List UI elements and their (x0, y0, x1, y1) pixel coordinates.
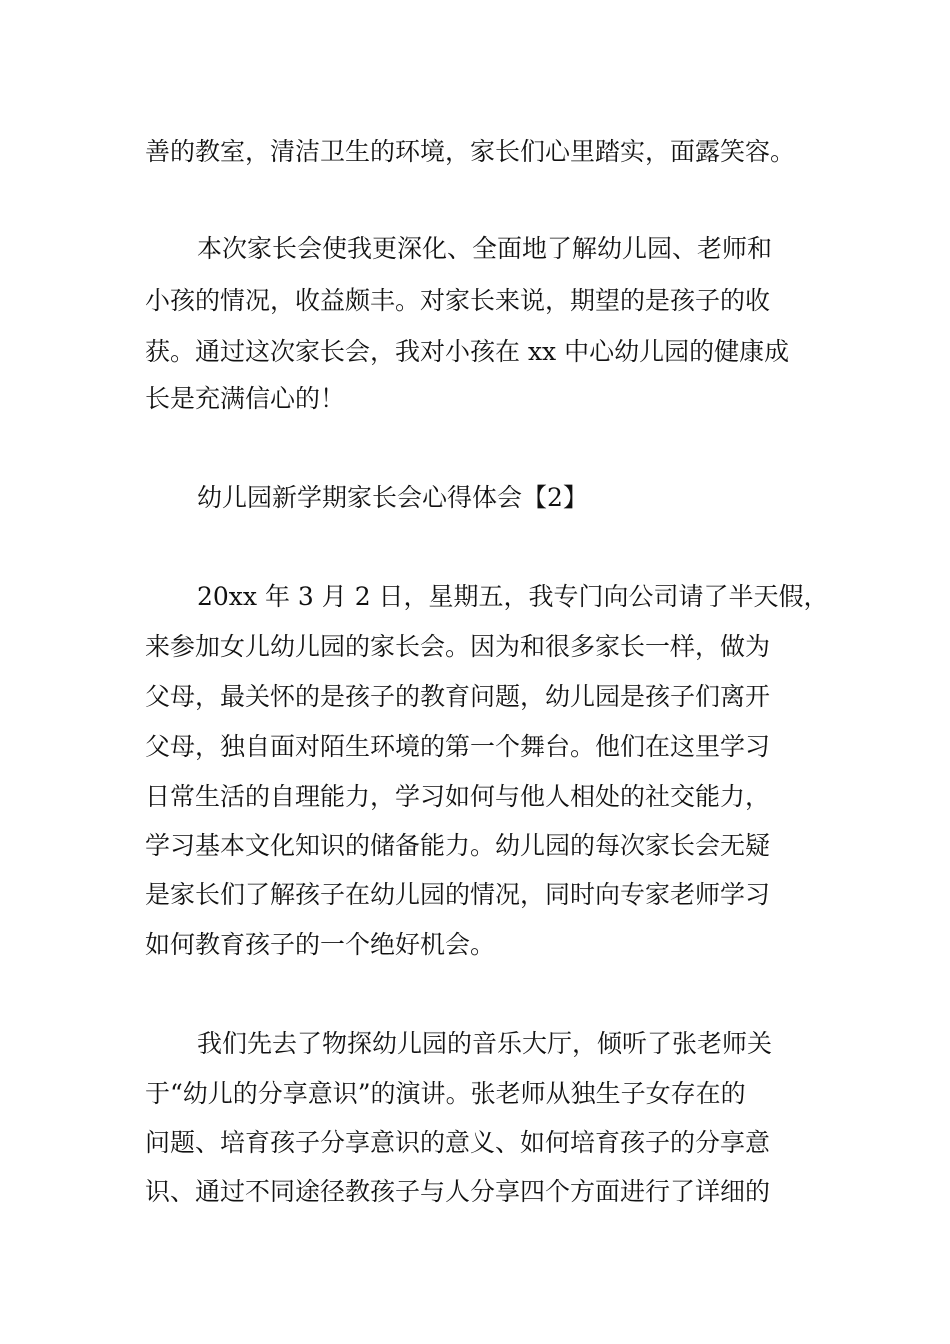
section-heading: 幼儿园新学期家长会心得体会【2】 (197, 483, 588, 512)
paragraph-line: 善的教室，清洁卫生的环境，家长们心里踏实，面露笑容。 (145, 137, 796, 166)
paragraph-line: 父母，最关怀的是孩子的教育问题，幼儿园是孩子们离开 (145, 682, 771, 711)
paragraph-line: 小孩的情况，收益颇丰。对家长来说，期望的是孩子的收 (145, 286, 771, 315)
paragraph-line: 是家长们了解孩子在幼儿园的情况，同时向专家老师学习 (145, 880, 771, 909)
paragraph-line: 父母，独自面对陌生环境的第一个舞台。他们在这里学习 (145, 732, 771, 761)
paragraph-line: 获。通过这次家长会，我对小孩在 xx 中心幼儿园的健康成 (145, 337, 790, 366)
paragraph-line: 学习基本文化知识的储备能力。幼儿园的每次家长会无疑 (145, 831, 771, 860)
paragraph-line: 我们先去了物探幼儿园的音乐大厅，倾听了张老师关 (197, 1029, 773, 1058)
paragraph-line: 于“幼儿的分享意识”的演讲。张老师从独生子女存在的 (145, 1079, 746, 1108)
paragraph-line: 日常生活的自理能力，学习如何与他人相处的社交能力， (145, 782, 771, 811)
paragraph-line: 识、通过不同途径教孩子与人分享四个方面进行了详细的 (145, 1177, 771, 1206)
paragraph-line: 本次家长会使我更深化、全面地了解幼儿园、老师和 (197, 234, 773, 263)
paragraph-line: 来参加女儿幼儿园的家长会。因为和很多家长一样，做为 (145, 632, 771, 661)
paragraph-line: 长是充满信心的！ (145, 384, 346, 413)
paragraph-line: 如何教育孩子的一个绝好机会。 (145, 930, 496, 959)
paragraph-line: 20xx 年 3 月 2 日，星期五，我专门向公司请了半天假， (197, 582, 829, 611)
paragraph-line: 问题、培育孩子分享意识的意义、如何培育孩子的分享意 (145, 1128, 771, 1157)
